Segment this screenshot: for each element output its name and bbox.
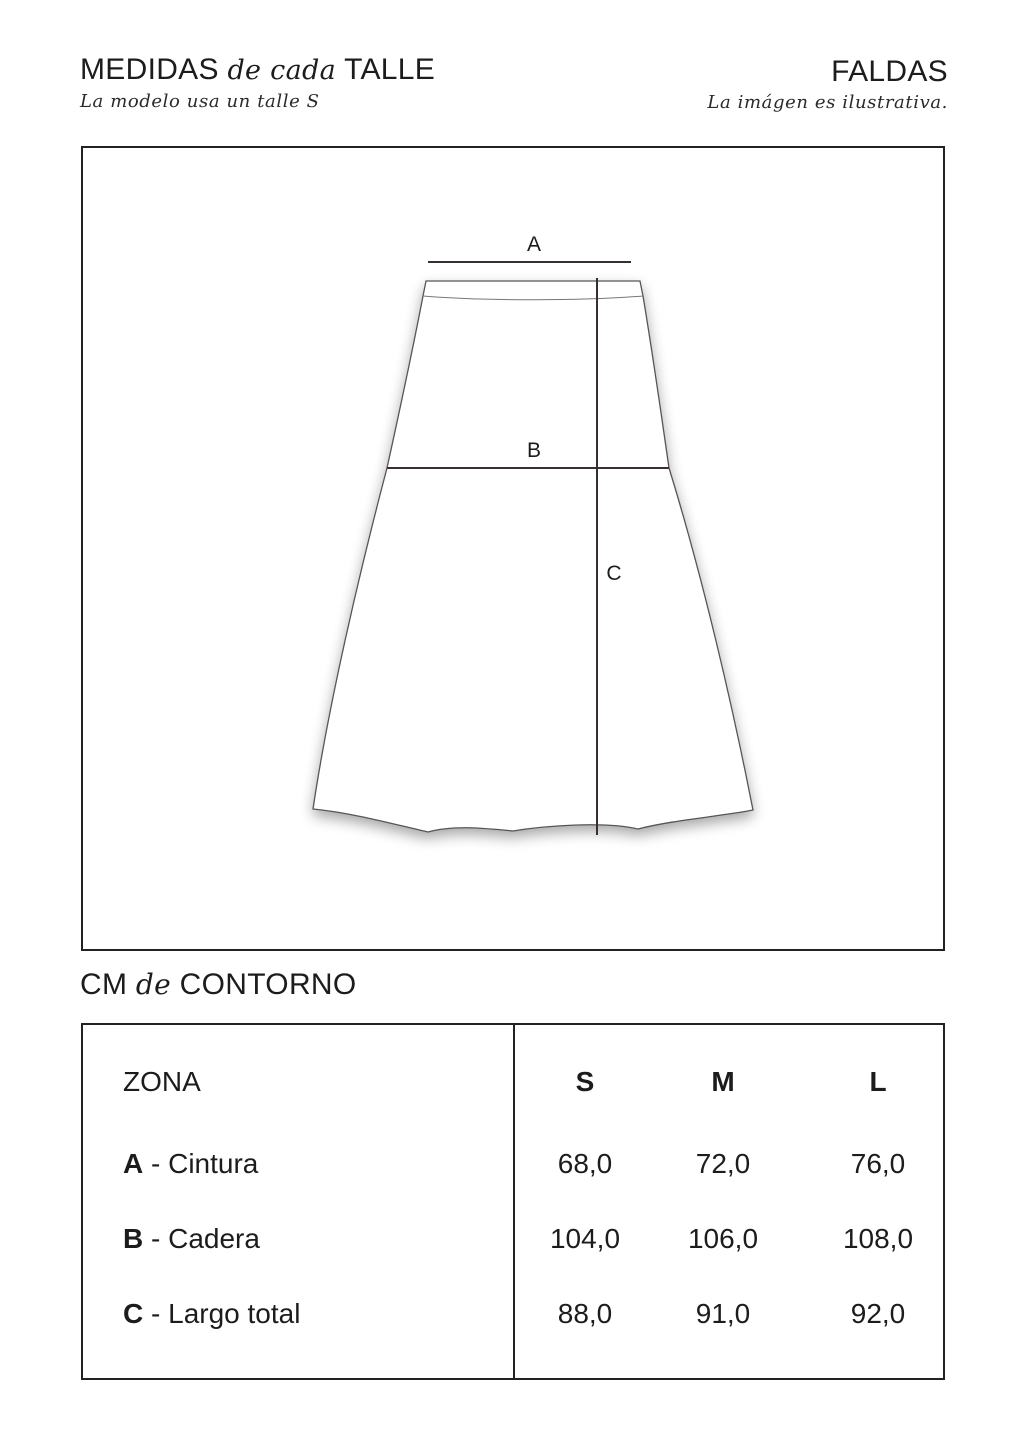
illustrative-note: La imágen es ilustrativa. [707, 92, 948, 113]
row-letter: A [123, 1148, 144, 1179]
skirt-illustration [83, 148, 943, 949]
size-header-l: L [869, 1066, 887, 1097]
size-table [81, 1023, 945, 1380]
page-title [80, 52, 435, 89]
skirt-outline [313, 281, 753, 832]
section-title-part-2: CONTORNO [179, 968, 357, 1001]
row-letter: B [123, 1223, 144, 1254]
table-cell: 91,0 [695, 1298, 751, 1329]
page-subtitle: La modelo usa un talle S [80, 91, 320, 112]
table-cell: 76,0 [850, 1148, 906, 1179]
table-cell: 92,0 [850, 1298, 906, 1329]
table-row-label [123, 1147, 258, 1181]
table-cell: 106,0 [687, 1223, 759, 1254]
header-left [80, 52, 435, 115]
zone-header: ZONA [123, 1066, 201, 1097]
table-cell: 68,0 [557, 1148, 613, 1179]
section-title-part-1: CM [80, 968, 128, 1001]
section-title [80, 968, 357, 1002]
table-row-label [123, 1297, 300, 1331]
table-cell: 104,0 [549, 1223, 621, 1254]
table-divider [513, 1025, 515, 1378]
measure-label-c: C [606, 562, 622, 585]
size-header-s: S [575, 1066, 595, 1097]
measure-label-a: A [526, 233, 542, 256]
row-name: - Largo total [143, 1298, 301, 1329]
table-cell: 108,0 [842, 1223, 914, 1254]
illustration-frame [81, 146, 945, 951]
row-name: - Cadera [143, 1223, 260, 1254]
header-right [707, 54, 948, 116]
table-row-label [123, 1222, 260, 1256]
title-part-2: TALLE [344, 53, 436, 86]
category-title: FALDAS [831, 55, 948, 88]
title-italic: de cada [227, 55, 336, 86]
table-cell: 88,0 [557, 1298, 613, 1329]
measure-label-b: B [526, 439, 542, 462]
section-title-italic: de [135, 968, 172, 1001]
row-letter: C [123, 1298, 144, 1329]
title-part-1: MEDIDAS [80, 53, 219, 86]
table-cell: 72,0 [695, 1148, 751, 1179]
row-name: - Cintura [143, 1148, 259, 1179]
size-header-m: M [711, 1066, 735, 1097]
